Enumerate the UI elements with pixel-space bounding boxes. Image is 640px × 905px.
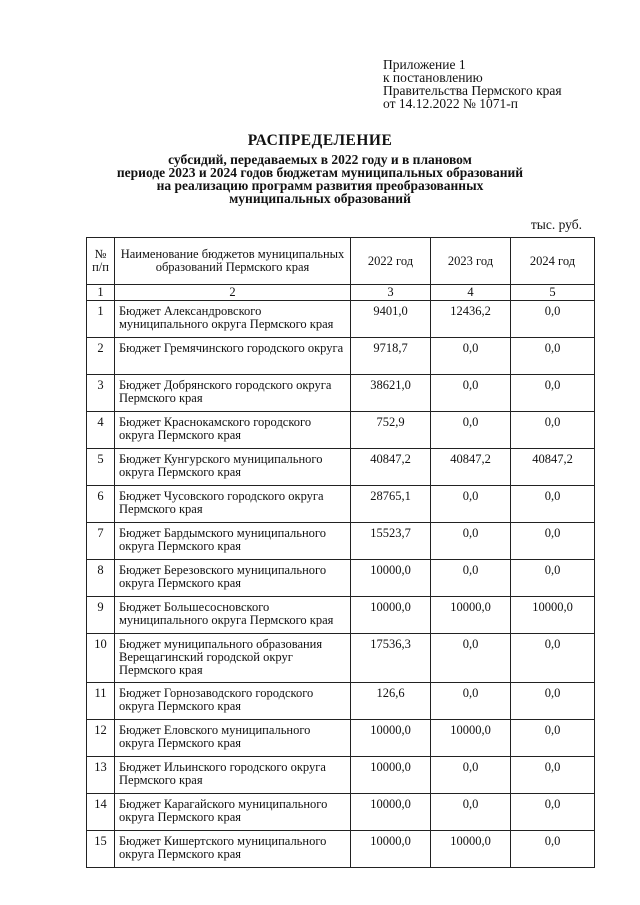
budget-name: Бюджет Карагайского муниципального округа Пермского края — [115, 794, 351, 831]
table-row — [87, 338, 595, 375]
row-number: 7 — [87, 523, 115, 560]
value-2023: 10000,0 — [431, 597, 511, 634]
column-index: 5 — [511, 285, 595, 301]
appendix-line: от 14.12.2022 № 1071-п — [383, 96, 518, 111]
table-row — [87, 486, 595, 523]
value-2024: 0,0 — [511, 831, 595, 868]
subtitle-line: субсидий, передаваемых в 2022 году и в плановом — [168, 152, 472, 167]
value-2023: 0,0 — [431, 523, 511, 560]
row-number: 12 — [87, 720, 115, 757]
value-2022: 10000,0 — [351, 831, 431, 868]
row-number: 1 — [87, 301, 115, 338]
budget-name: Бюджет Горнозаводского городского округа Пермского края — [115, 683, 351, 720]
row-number: 6 — [87, 486, 115, 523]
column-index-row — [87, 285, 595, 301]
value-2024: 0,0 — [511, 523, 595, 560]
table-row — [87, 831, 595, 868]
value-2022: 28765,1 — [351, 486, 431, 523]
value-2022: 126,6 — [351, 683, 431, 720]
value-2024: 0,0 — [511, 720, 595, 757]
header-2022: 2022 год — [351, 238, 431, 285]
value-2024: 0,0 — [511, 757, 595, 794]
subtitle-line: на реализацию программ развития преобразованных — [156, 178, 484, 193]
value-2023: 0,0 — [431, 683, 511, 720]
row-number: 3 — [87, 375, 115, 412]
row-number: 8 — [87, 560, 115, 597]
budget-name: Бюджет Александровского муниципального округа Пермского края — [115, 301, 351, 338]
budget-name: Бюджет Краснокамского городского округа Пермского края — [115, 412, 351, 449]
subtitle-line: муниципальных образований — [229, 191, 411, 206]
value-2022: 9401,0 — [351, 301, 431, 338]
budget-name: Бюджет Еловского муниципального округа Пермского края — [115, 720, 351, 757]
table-row — [87, 757, 595, 794]
table-header-row — [87, 238, 595, 285]
value-2024: 0,0 — [511, 794, 595, 831]
value-2024: 40847,2 — [511, 449, 595, 486]
value-2024: 0,0 — [511, 634, 595, 683]
value-2024: 0,0 — [511, 338, 595, 375]
appendix-reference — [383, 58, 562, 110]
row-number: 11 — [87, 683, 115, 720]
column-index: 1 — [87, 285, 115, 301]
header-2024: 2024 год — [511, 238, 595, 285]
document-subtitle — [0, 153, 640, 205]
value-2023: 10000,0 — [431, 831, 511, 868]
appendix-line: Правительства Пермского края — [383, 83, 562, 98]
table-row — [87, 634, 595, 683]
table-row — [87, 301, 595, 338]
appendix-line: к постановлению — [383, 70, 483, 85]
row-number: 2 — [87, 338, 115, 375]
budget-name: Бюджет Кунгурского муниципального округа Пермского края — [115, 449, 351, 486]
value-2024: 0,0 — [511, 375, 595, 412]
table-row — [87, 794, 595, 831]
value-2022: 9718,7 — [351, 338, 431, 375]
budget-name: Бюджет Ильинского городского округа Пермского края — [115, 757, 351, 794]
value-2023: 12436,2 — [431, 301, 511, 338]
value-2023: 0,0 — [431, 338, 511, 375]
value-2022: 10000,0 — [351, 757, 431, 794]
value-2022: 10000,0 — [351, 597, 431, 634]
value-2022: 10000,0 — [351, 720, 431, 757]
column-index: 3 — [351, 285, 431, 301]
value-2023: 0,0 — [431, 486, 511, 523]
value-2023: 0,0 — [431, 794, 511, 831]
table-row — [87, 560, 595, 597]
value-2022: 15523,7 — [351, 523, 431, 560]
distribution-table — [86, 237, 595, 868]
row-number: 15 — [87, 831, 115, 868]
row-number: 4 — [87, 412, 115, 449]
table-row — [87, 412, 595, 449]
table-row — [87, 449, 595, 486]
value-2023: 40847,2 — [431, 449, 511, 486]
value-2022: 10000,0 — [351, 560, 431, 597]
appendix-line: Приложение 1 — [383, 57, 466, 72]
value-2023: 10000,0 — [431, 720, 511, 757]
header-2023: 2023 год — [431, 238, 511, 285]
table-row — [87, 683, 595, 720]
budget-name: Бюджет Бардымского муниципального округа Пермского края — [115, 523, 351, 560]
budget-name: Бюджет Добрянского городского округа Пермского края — [115, 375, 351, 412]
row-number: 14 — [87, 794, 115, 831]
value-2023: 0,0 — [431, 412, 511, 449]
value-2024: 0,0 — [511, 412, 595, 449]
table-row — [87, 523, 595, 560]
value-2024: 0,0 — [511, 683, 595, 720]
table-row — [87, 597, 595, 634]
table-row — [87, 375, 595, 412]
value-2023: 0,0 — [431, 757, 511, 794]
budget-name: Бюджет Березовского муниципального округа Пермского края — [115, 560, 351, 597]
currency-unit: тыс. руб. — [530, 217, 582, 232]
header-name: Наименование бюджетов муниципальных образований Пермского края — [115, 238, 351, 285]
value-2022: 752,9 — [351, 412, 431, 449]
value-2023: 0,0 — [431, 560, 511, 597]
value-2024: 10000,0 — [511, 597, 595, 634]
value-2022: 17536,3 — [351, 634, 431, 683]
value-2024: 0,0 — [511, 301, 595, 338]
row-number: 5 — [87, 449, 115, 486]
row-number: 9 — [87, 597, 115, 634]
value-2022: 40847,2 — [351, 449, 431, 486]
value-2023: 0,0 — [431, 634, 511, 683]
table-row — [87, 720, 595, 757]
budget-name: Бюджет Кишертского муниципального округа Пермского края — [115, 831, 351, 868]
header-number: № п/п — [87, 238, 115, 285]
column-index: 4 — [431, 285, 511, 301]
budget-name: Бюджет муниципального образования Верещагинский городской округ Пермского края — [115, 634, 351, 683]
budget-name: Бюджет Большесосновского муниципального округа Пермского края — [115, 597, 351, 634]
value-2024: 0,0 — [511, 486, 595, 523]
column-index: 2 — [115, 285, 351, 301]
row-number: 13 — [87, 757, 115, 794]
row-number: 10 — [87, 634, 115, 683]
document-title: РАСПРЕДЕЛЕНИЕ — [247, 132, 393, 149]
value-2023: 0,0 — [431, 375, 511, 412]
budget-name: Бюджет Чусовского городского округа Пермского края — [115, 486, 351, 523]
value-2022: 10000,0 — [351, 794, 431, 831]
subtitle-line: периоде 2023 и 2024 годов бюджетам муниципальных образований — [116, 165, 524, 180]
budget-name: Бюджет Гремячинского городского округа — [115, 338, 351, 375]
value-2022: 38621,0 — [351, 375, 431, 412]
value-2024: 0,0 — [511, 560, 595, 597]
